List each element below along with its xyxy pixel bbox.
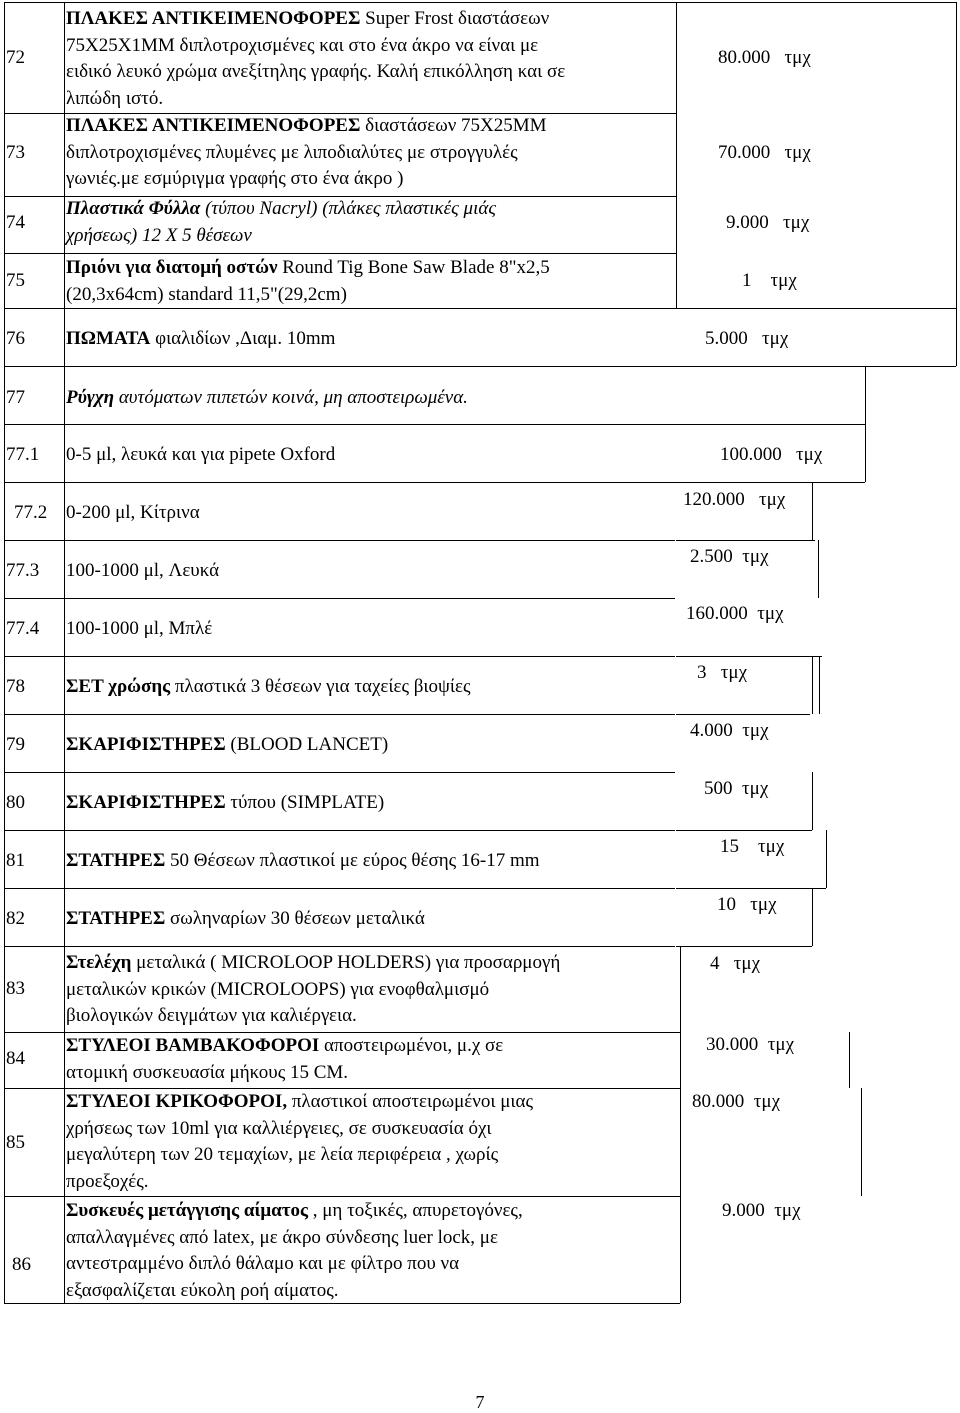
item-description-line — [66, 1033, 503, 1059]
item-number: 77.2 — [14, 502, 48, 523]
item-number: 78 — [6, 676, 25, 697]
item-description-line — [66, 1251, 459, 1277]
grid-line — [4, 2, 5, 1303]
grid-line — [4, 540, 675, 541]
text-segment: Round Tig Bone Saw Blade 8"x2,5 — [277, 257, 550, 278]
item-description-line — [66, 1198, 523, 1224]
text-segment: πλαστικά 3 θέσεων για ταχείες βιοψίες — [170, 676, 471, 697]
text-segment: ΣΤΥΛΕΟΙ ΒΑΜΒΑΚΟΦΟΡΟΙ — [66, 1035, 320, 1056]
text-segment: τύπου (SIMPLATE) — [225, 792, 385, 813]
grid-line — [676, 540, 815, 541]
item-number: 77.1 — [6, 444, 40, 465]
text-segment: πλαστικοί αποστειρωμένοι μιας — [287, 1091, 533, 1112]
text-segment: ΣΚΑΡΙΦΙΣΤΗΡΕΣ — [66, 792, 226, 813]
item-quantity: 120.000 τμχ — [683, 489, 786, 510]
text-segment: βιολογικών δειγμάτων για καλιέργεια. — [66, 1005, 357, 1026]
grid-line — [676, 946, 812, 947]
text-segment: Πριόνι για διατομή οστών — [66, 257, 278, 278]
item-number: 75 — [6, 270, 25, 291]
item-number: 74 — [6, 212, 25, 233]
grid-line — [676, 656, 822, 657]
item-description-line — [66, 732, 388, 758]
item-description-line — [66, 59, 565, 85]
item-description-line — [66, 1060, 348, 1086]
grid-line — [676, 2, 677, 308]
item-number: 84 — [6, 1048, 25, 1069]
item-number: 82 — [6, 908, 25, 929]
item-number: 72 — [6, 47, 25, 68]
item-description-line — [66, 1225, 498, 1251]
grid-line — [4, 830, 675, 831]
text-segment: ατομική συσκευασία μήκους 15 CM. — [66, 1061, 349, 1083]
item-quantity: 5.000 τμχ — [705, 328, 789, 349]
item-number: 79 — [6, 734, 25, 755]
text-segment: 100-1000 μl, Λευκά — [66, 560, 220, 581]
item-description-line — [66, 977, 489, 1003]
grid-line — [4, 424, 865, 425]
text-segment: 0-5 μl, λευκά και για pipete Oxford — [66, 444, 336, 465]
text-segment: μεταλικών κρικών (MICROLOOPS) για ενοφθαλμισμό — [66, 978, 490, 1000]
item-quantity: 9.000 τμχ — [726, 212, 810, 233]
item-quantity: 30.000 τμχ — [706, 1034, 795, 1055]
item-description-line — [66, 500, 200, 526]
item-description-line — [66, 6, 549, 32]
item-description-line — [66, 196, 496, 222]
text-segment: Super Frost διαστάσεων — [360, 8, 550, 29]
item-description-line — [66, 255, 550, 281]
text-segment: ΣΤΥΛΕΟΙ ΚΡΙΚΟΦΟΡΟΙ, — [66, 1091, 288, 1112]
item-quantity: 15 τμχ — [720, 836, 785, 857]
grid-line — [4, 366, 956, 367]
grid-line — [676, 888, 826, 889]
item-quantity: 9.000 τμχ — [722, 1200, 801, 1221]
item-description-line — [66, 113, 547, 139]
text-segment: προεξοχές. — [66, 1170, 149, 1192]
text-segment: (BLOOD LANCET) — [225, 734, 389, 755]
grid-line — [812, 772, 813, 830]
item-description-line — [66, 950, 560, 976]
text-segment: 50 Θέσεων πλαστικοί με εύρος θέσης 16-17 mm — [165, 850, 540, 871]
item-quantity: 2.500 τμχ — [690, 546, 769, 567]
item-description-line — [66, 140, 518, 166]
grid-line — [4, 888, 675, 889]
text-segment: αυτόματων πιπετών κοινά, μη αποστειρωμένα. — [114, 387, 468, 408]
grid-line — [865, 366, 866, 424]
grid-line — [676, 830, 812, 831]
item-quantity: 100.000 τμχ — [720, 444, 823, 465]
text-segment: αντεστραμμένο διπλό θάλαμο και με φίλτρο που να — [66, 1253, 460, 1274]
text-segment: μεταλικά ( MICROLOOP HOLDERS) για προσαρμογή — [131, 952, 561, 973]
grid-line — [4, 598, 675, 599]
item-number: 76 — [6, 328, 25, 349]
text-segment: Συσκευές μετάγγισης αίματος — [66, 1200, 308, 1221]
item-quantity: 500 τμχ — [704, 778, 769, 799]
item-description-line — [66, 33, 538, 59]
item-description-line — [66, 442, 335, 468]
text-segment: ΣΤΑΤΗΡΕΣ — [66, 850, 166, 871]
item-quantity: 160.000 τμχ — [686, 603, 784, 624]
text-segment: απαλλαγμένες από latex, με άκρο σύνδεσης luer lock, με — [66, 1226, 498, 1248]
text-segment: σωληναρίων 30 θέσεων μεταλικά — [165, 908, 425, 929]
grid-line — [849, 1032, 850, 1088]
text-segment: ΠΛΑΚΕΣ ΑΝΤΙΚΕΙΜΕΝΟΦΟΡΕΣ — [66, 115, 361, 136]
text-segment: Στελέχη — [66, 952, 132, 973]
item-quantity: 70.000 τμχ — [718, 142, 811, 163]
item-description-line — [66, 385, 468, 411]
item-description-line — [66, 906, 425, 932]
text-segment: ΣΕΤ χρώσης — [66, 676, 171, 697]
item-number: 77.3 — [6, 560, 40, 581]
text-segment: ΠΛΑΚΕΣ ΑΝΤΙΚΕΙΜΕΝΟΦΟΡΕΣ — [66, 8, 361, 29]
text-segment: (20,3x64cm) standard 11,5"(29,2cm) — [66, 283, 347, 305]
item-description-line — [66, 223, 252, 249]
text-segment: χρήσεως) 12 Χ 5 θέσεων — [66, 224, 252, 246]
grid-line — [861, 1088, 862, 1196]
item-quantity: 1 τμχ — [742, 270, 797, 291]
grid-line — [956, 2, 957, 366]
grid-line — [4, 253, 676, 254]
text-segment: 0-200 μl, Κίτρινα — [66, 502, 200, 523]
text-segment: αποστειρωμένοι, μ.χ σε — [319, 1035, 504, 1056]
grid-line — [676, 714, 810, 715]
item-number: 77 — [6, 387, 25, 408]
text-segment: μεγαλύτερη των 20 τεμαχίων, με λεία περιφέρεια , χωρίς — [66, 1144, 499, 1165]
item-description-line — [66, 1169, 149, 1195]
grid-line — [812, 888, 813, 946]
grid-line — [4, 482, 865, 483]
text-segment: ειδικό λευκό χρώμα ανεξίτηλης γραφής. Καλή επικόλληση και σε — [66, 61, 566, 82]
item-description-line — [66, 616, 212, 642]
grid-line — [818, 540, 819, 598]
page-number: 7 — [475, 1392, 485, 1412]
item-description-line — [66, 1089, 533, 1115]
item-description-line — [66, 674, 471, 700]
grid-line — [4, 2, 956, 3]
item-number: 77.4 — [6, 618, 40, 639]
text-segment: γωνιές.με εσμύριγμα γραφής στο ένα άκρο ) — [66, 168, 404, 189]
item-number: 81 — [6, 850, 25, 871]
item-description-line — [66, 86, 163, 112]
item-quantity: 10 τμχ — [717, 894, 777, 915]
item-description-line — [66, 166, 403, 192]
text-segment: , μη τοξικές, απυρετογόνες, — [307, 1200, 523, 1221]
item-description-line — [66, 848, 540, 874]
item-description-line — [66, 1116, 492, 1142]
item-description-line — [66, 558, 219, 584]
item-description-line — [66, 790, 384, 816]
item-number: 73 — [6, 142, 25, 163]
item-number: 83 — [6, 978, 25, 999]
text-segment: 75Χ25Χ1ΜΜ διπλοτροχισμένες και στο ένα άκρο να είναι με — [66, 34, 539, 56]
grid-line — [4, 656, 675, 657]
text-segment: Πλαστικά Φύλλα — [66, 198, 201, 219]
item-quantity: 4.000 τμχ — [690, 720, 769, 741]
item-number: 85 — [6, 1132, 25, 1153]
text-segment: διπλοτροχισμένες πλυμένες με λιποδιαλύτες με στρογγυλές — [66, 141, 518, 163]
grid-line — [812, 656, 813, 714]
grid-line — [64, 2, 65, 1303]
text-segment: ΣΤΑΤΗΡΕΣ — [66, 908, 166, 929]
text-segment: ΣΚΑΡΙΦΙΣΤΗΡΕΣ — [66, 734, 226, 755]
text-segment: (τύπου Nacryl) (πλάκες πλαστικές μιάς — [200, 198, 497, 219]
item-description-line — [66, 1278, 339, 1304]
item-description-line — [66, 1003, 357, 1029]
grid-line — [4, 772, 675, 773]
text-segment: λιπώδη ιστό. — [66, 87, 164, 109]
grid-line — [4, 1196, 680, 1197]
item-quantity: 4 τμχ — [710, 953, 761, 974]
text-segment: χρήσεως των 10ml για καλλιέργειες, σε συσκευασία όχι — [66, 1117, 492, 1139]
item-number: 80 — [6, 792, 25, 813]
grid-line — [4, 308, 956, 309]
text-segment: ΠΩΜΑΤΑ — [66, 328, 151, 349]
item-number: 86 — [12, 1254, 31, 1275]
grid-line — [826, 830, 827, 888]
item-quantity: 80.000 τμχ — [718, 47, 811, 68]
text-segment: Ρύγχη — [66, 387, 115, 408]
text-segment: 100-1000 μl, Μπλέ — [66, 618, 213, 639]
grid-line — [4, 946, 675, 947]
item-description-line — [66, 326, 335, 352]
text-segment: διαστάσεων 75Χ25ΜΜ — [360, 115, 547, 136]
grid-line — [865, 424, 866, 482]
grid-line — [4, 714, 675, 715]
item-quantity: 3 τμχ — [697, 662, 748, 683]
text-segment: εξασφαλίζεται εύκολη ροή αίματος. — [66, 1279, 339, 1301]
item-quantity: 80.000 τμχ — [692, 1091, 781, 1112]
grid-line — [680, 946, 681, 1303]
grid-line — [812, 482, 813, 540]
text-segment: φιαλιδίων ,Διαμ. 10mm — [150, 328, 336, 349]
item-description-line — [66, 1142, 498, 1168]
grid-line — [819, 656, 820, 714]
item-description-line — [66, 282, 347, 308]
